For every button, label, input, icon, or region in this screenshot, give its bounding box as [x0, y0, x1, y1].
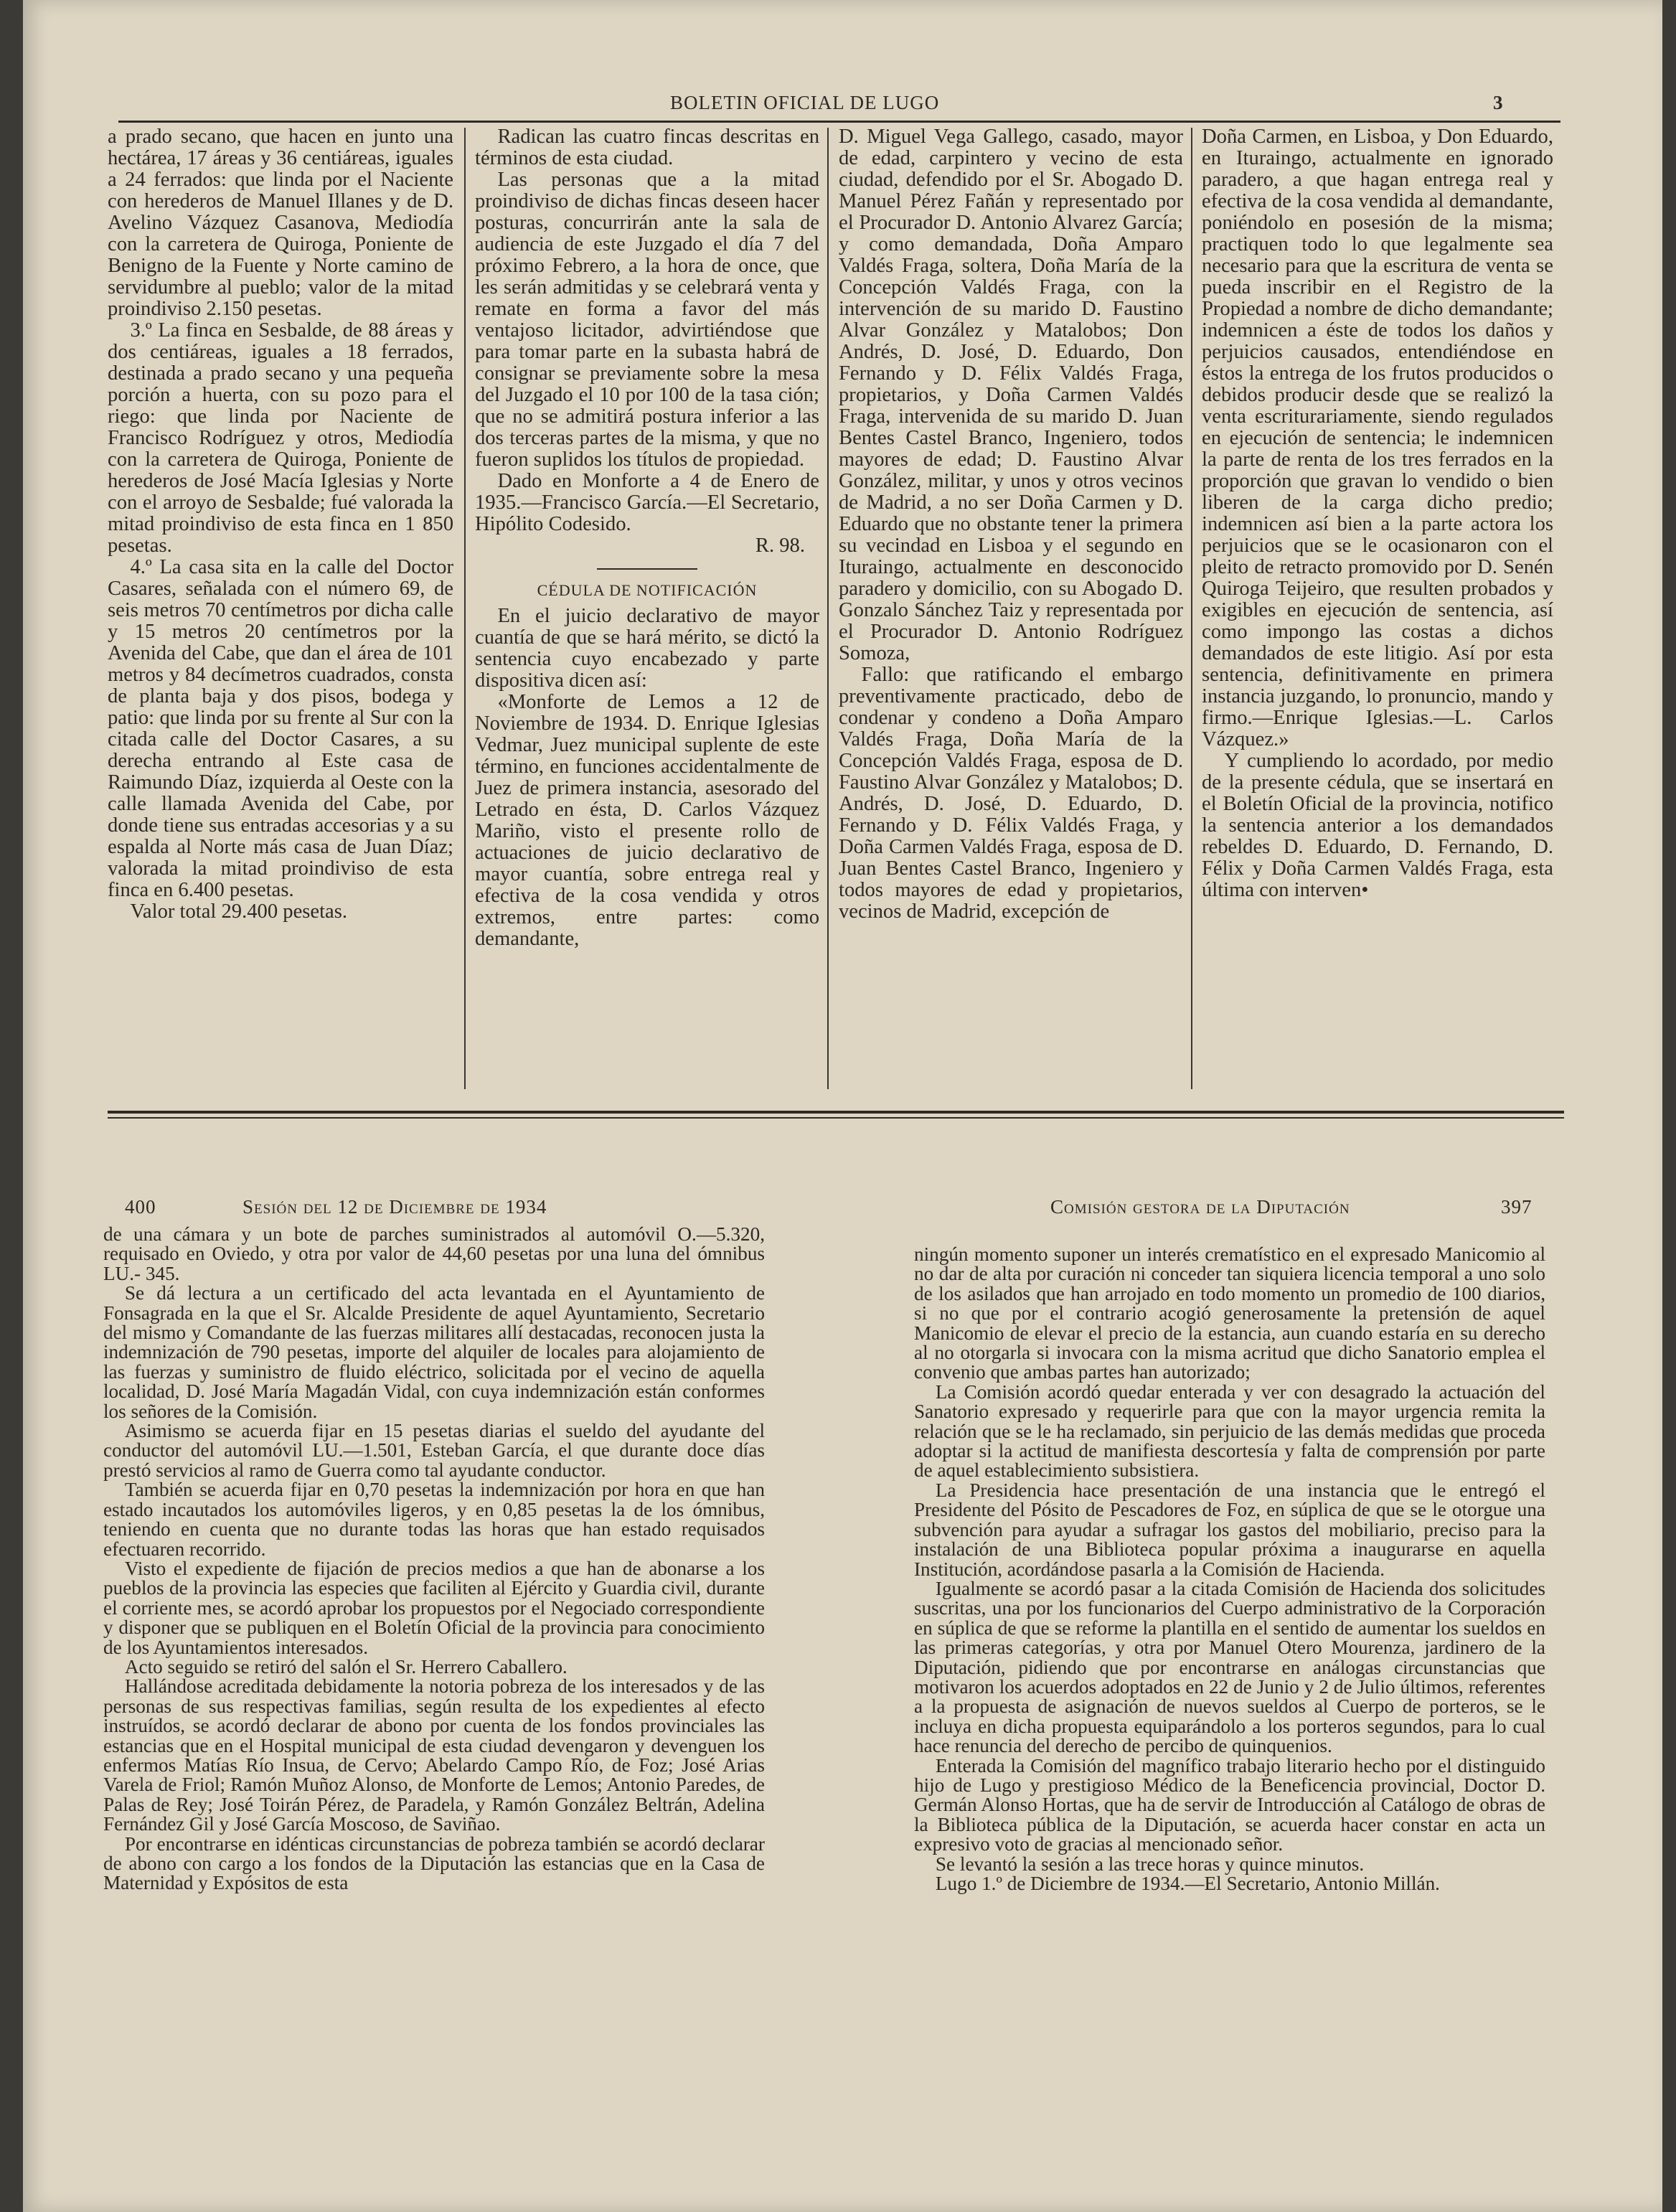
bottom-left-paragraph: Por encontrarse en idénticas circunstancias de pobreza también se acordó declarar de abono con cargo a los fondos de la Diputación las estancias que en la Casa de Maternidad y Expósitos de esta [103, 1832, 765, 1894]
top-column-3 [839, 126, 1183, 1095]
bottom-left-title: Sesión del 12 de Diciembre de 1934 [243, 1196, 547, 1218]
top-column-rule-3 [1191, 128, 1192, 1089]
top-column-rule-1 [464, 128, 466, 1089]
top-column-2 [475, 126, 819, 1095]
top-col2-paragraph: Radican las cuatro fincas descritas en términos de esta ciudad. [475, 126, 819, 169]
top-col1-paragraph: Valor total 29.400 pesetas. [130, 900, 348, 923]
top-col4-paragraph: Y cumpliendo lo acordado, por medio de la presente cédula, que se insertará en el Boletín Oficial de la provincia, notifico la sentencia anterior a los demandados rebeldes D. Eduardo, D. Fernando, D. Félix y Doña Carmen Valdés Fraga, esta última con interven• [1202, 750, 1553, 901]
top-col2-signature: R. 98. [755, 535, 805, 557]
bottom-left-paragraph: También se acuerda fijar en 0,70 pesetas la indemnización por hora en que han estado incautados los automóviles ligeros, y en 0,85 pesetas la de los ómnibus, teniendo en cuenta que no durante todas las horas que han estado requisados efectuaren recorrido. [103, 1479, 765, 1560]
top-col3-paragraph: D. Miguel Vega Gallego, casado, mayor de edad, carpintero y vecino de esta ciudad, defendido por el Sr. Abogado D. Manuel Pérez Fañán y representado por el Procurador D. Antonio Alvarez García; y como demandada, Doña Amparo Valdés Fraga, soltera, Doña María de la Concepción Valdés Fraga, con la intervención de su marido D. Faustino Alvar González y Matalobos; Don Andrés, D. José, D. Eduardo, Don Fernando y D. Félix Valdés Fraga, propietarios, y Doña Carmen Valdés Fraga, intervenida de su marido D. Juan Bentes Castel Branco, Ingeniero, todos mayores de edad; D. Faustino Alvar González, militar, y unos y otros vecinos de Madrid, a no ser Doña Carmen y D. Eduardo que no obstante tener la primera su vecindad en Lisboa y el segundo en Ituraingo, actualmente en desconocido paradero y domicilio, con su Abogado D. Gonzalo Sánchez Taiz y representada por el Procurador D. Antonio Rodríguez Somoza, [839, 126, 1183, 664]
top-column-rule-2 [827, 128, 829, 1089]
top-col2-heading: CÉDULA DE NOTIFICACIÓN [537, 581, 758, 599]
section-divider-bottom [108, 1117, 1564, 1119]
bottom-right-paragraph: La Comisión acordó quedar enterada y ver con desagrado la actuación del Sanatorio expresado y requerirle para que con la mayor urgencia remita la relación que se le ha reclamado, sin perjuicio de las demás medidas que proceda adoptar si la actitud de manifiesta descortesía y falta de comprensión por parte de aquel establecimiento subsistiera. [914, 1380, 1545, 1482]
bottom-left-paragraph: Acto seguido se retiró del salón el Sr. Herrero Caballero. [124, 1655, 568, 1677]
top-header-page-number: 3 [1493, 92, 1504, 113]
bottom-left-page-number: 400 [125, 1196, 156, 1218]
bottom-right-paragraph: Igualmente se acordó pasar a la citada Comisión de Hacienda dos solicitudes suscritas, una por los funcionarios del Cuerpo administrativo de la Corporación en súplica de que se reforme la plantilla en el sentido de aumentar los sueldos en las primeras categorías, y otra por Manuel Otero Mourenza, jardinero de la Diputación, pidiendo que por encontrarse en análogas circunstancias que motivaron los acuerdos adoptados en 22 de Junio y 2 de Julio últimos, referentes a la propuesta de asignación de nuevos sueldos al Cuerpo de porteros, se le incluya en dicha propuesta equiparándolo a los porteros segundos, para lo cual hace renuncia del derecho de percibo de quinquenios. [914, 1577, 1545, 1757]
bottom-left-paragraph: de una cámara y un bote de parches suministrados al automóvil O.—5.320, requisado en Oviedo, y otra por valor de 44,60 pesetas por una luna del ómnibus LU.- 345. [103, 1225, 765, 1284]
newspaper-page [23, 0, 1662, 2212]
bottom-left-paragraph: Hallándose acreditada debidamente la notoria pobreza de los interesados y de las personas de sus respectivas familias, según resulta de los expedientes al efecto instruídos, se acordó declarar de abono por cuenta de los fondos provinciales las estancias que en el Hospital municipal de esta ciudad devengaron y devenguen los enfermos Matías Río Insua, de Cervo; Abelardo Campo Río, de Foz; José Arias Varela de Friol; Ramón Muñoz Alonso, de Monforte de Lemos; Antonio Paredes, de Palas de Rey; José Toirán Pérez, de Paradela, y Ramón González Beltrán, Adelina Fernández Gil y José García Moscoso, de Saviñao. [103, 1675, 765, 1835]
top-col2-paragraph: En el juicio declarativo de mayor cuantía de que se hará mérito, se dictó la sentencia cuyo encabezado y parte dispositiva dicen así: [475, 605, 819, 692]
bottom-right-paragraph: ningún momento suponer un interés crematístico en el expresado Manicomio al no dar de alta por curación ni conceder tan siquiera licencia temporal a uno solo de los asilados que han arrojado en todo momento un promedio de 100 diarios, si no que por el contrario acogió generosamente la pretensión de aquel Manicomio de elevar el precio de la estancia, aun cuando estaría en su derecho al no otorgarla si invocara con la misma acritud que dicho Sanatorio emplea el convenio que ambas partes han autorizado; [914, 1245, 1545, 1383]
top-col2-paragraph: «Monforte de Lemos a 12 de Noviembre de 1934. D. Enrique Iglesias Vedmar, Juez municipal suplente de este término, en funciones accidentalmente de Juez de primera instancia, asesorado del Letrado en ésta, D. Carlos Vázquez Mariño, visto el presente rollo de actuaciones de juicio declarativo de mayor cuantía, sobre entrega real y efectiva de la cosa vendida y otros extremos, entre partes: como demandante, [475, 691, 819, 950]
top-column-1 [108, 126, 453, 1095]
bottom-left-paragraph: Visto el expediente de fijación de precios medios a que han de abonarse a los pueblos de la provincia las especies que faciliten al Ejército y Guardia civil, durante el corriente mes, se acordó aprobar los propuestos por el Negociado correspondiente y disponer que se publiquen en el Boletín Oficial de la provincia para conocimiento de los Ayuntamientos interesados. [103, 1557, 765, 1658]
top-col4-paragraph: Doña Carmen, en Lisboa, y Don Eduardo, en Ituraingo, actualmente en ignorado paradero, a que hagan entrega real y efectiva de la cosa vendida al demandante, poniéndolo en posesión de la misma; practiquen todo lo que legalmente sea necesario para que la escritura de venta se pueda inscribir en el Registro de la Propiedad a nombre de dicho demandante; indemnicen a éste de todos los daños y perjuicios causados, entendiéndose en éstos la entrega de los frutos producidos o debidos producir desde que se realizó la venta escriturariamente, siendo regulados en ejecución de sentencia; le indemnicen la parte de renta de los tres ferrados en la proporción que gravan lo vendido o bien liberen de la carga dicho predio; indemnicen así bien a la parte actora los perjuicios que se le ocasionaron con el pleito de retracto promovido por D. Senén Quiroga Teijeiro, que resulten probados y exigibles en ejecución de sentencia, así como impongo las costas a dichos demandados de este litigio. Así por esta sentencia, definitivamente en primera instancia juzgando, lo pronuncio, mando y firmo.—Enrique Iglesias.—L. Carlos Vázquez.» [1202, 126, 1553, 750]
bottom-left-paragraph: Se dá lectura a un certificado del acta levantada en el Ayuntamiento de Fonsagrada en la que el Sr. Alcalde Presidente de aquel Ayuntamiento, Secretario del mismo y Comandante de las fuerzas militares allí destacadas, reconocen justa la indemnización de 790 pesetas, importe del alquiler de locales para alojamiento de las fuerzas y suministro de fluido eléctrico, solicitada por el vecino de aquella localidad, D. José María Magadán Vidal, con cuya indemnización están conformes los señores de la Comisión. [103, 1282, 765, 1422]
top-header-title: BOLETIN OFICIAL DE LUGO [670, 92, 940, 113]
top-col2-paragraph: Dado en Monforte a 4 de Enero de 1935.—Francisco García.—El Secretario, Hipólito Codesido. [475, 470, 819, 535]
top-header-rule [118, 121, 1560, 123]
bottom-left-column [103, 1225, 765, 2122]
bottom-right-title: Comisión gestora de la Diputación [1050, 1196, 1350, 1218]
top-col2-paragraph: Las personas que a la mitad proindiviso de dichas fincas deseen hacer posturas, concurrirán ante la sala de audiencia de este Juzgado el día 7 del próximo Febrero, a la hora de once, que les serán admitidas y se celebrará venta y remate en forma a favor del más ventajoso licitador, advirtiéndose que para tomar parte en la subasta habrá de consignar se previamente sobre la mesa del Juzgado el 10 por 100 de la tasa ción; que no se admitirá postura inferior a las dos terceras partes de la misma, y que no fueron suplidos los títulos de propiedad. [475, 169, 819, 471]
bottom-right-paragraph: Lugo 1.º de Diciembre de 1934.—El Secretario, Antonio Millán. [935, 1873, 1440, 1894]
bottom-right-paragraph: La Presidencia hace presentación de una instancia que le entregó el Presidente del Pósito de Pescadores de Foz, en súplica de que se le otorgue una subvención para ayudar a sufragar los gastos del mobiliario, preciso para la instalación de una Biblioteca popular próxima a inaugurarse en aquella Institución, acordándose pasarla a la Comisión de Hacienda. [914, 1479, 1545, 1580]
bottom-left-paragraph: Asimismo se acuerda fijar en 15 pesetas diarias el sueldo del ayudante del conductor del automóvil LU.—1.501, Esteban García, el que durante doce días prestó servicios al ramo de Guerra como tal ayudante conductor. [103, 1420, 765, 1481]
bottom-right-paragraph: Se levantó la sesión a las trece horas y quince minutos. [935, 1853, 1365, 1875]
top-col1-paragraph: 3.º La finca en Sesbalde, de 88 áreas y dos centiáreas, iguales a 18 ferrados, destinada a prado secano y una pequeña porción a huerta, con su pozo para el riego: que linda por Naciente de Francisco Rodríguez y otros, Mediodía con la carretera de Quiroga, Poniente de herederos de José Macía Iglesias y Norte con el arroyo de Sesbalde; fué valorada la mitad proindiviso de esta finca en 1 850 pesetas. [108, 319, 453, 557]
bottom-right-paragraph: Enterada la Comisión del magnífico trabajo literario hecho por el distinguido hijo de Lugo y prestigioso Médico de la Beneficencia provincial, Doctor D. Germán Alonso Hortas, que ha de servir de Introducción al Catálogo de obras de la Biblioteca pública de la Diputación, se acuerda hacer constar en acta un expresivo voto de gracias al mencionado señor. [914, 1754, 1545, 1855]
bottom-right-column [914, 1245, 1545, 2142]
section-divider-top [108, 1111, 1564, 1114]
top-col3-paragraph: Fallo: que ratificando el embargo preventivamente practicado, debo de condenar y condeno a Doña Amparo Valdés Fraga, Doña María de la Concepción Valdés Fraga, esposa de D. Faustino Alvar González y Matalobos; D. Andrés, D. José, D. Eduardo, D. Fernando y D. Félix Valdés Fraga, y Doña Carmen Valdés Fraga, esposa de D. Juan Bentes Castel Branco, Ingeniero y todos mayores de edad y propietarios, vecinos de Madrid, excepción de [839, 664, 1183, 923]
top-col1-paragraph: a prado secano, que hacen en junto una hectárea, 17 áreas y 36 centiáreas, iguales a 24 ferrados: que linda por el Naciente con herederos de Manuel Illanes y de D. Avelino Vázquez Casanova, Mediodía con la carretera de Quiroga, Poniente de Benigno de la Fuente y Norte camino de servidumbre al pueblo; valor de la mitad proindiviso 2.150 pesetas. [108, 126, 453, 320]
top-col2-separator [597, 568, 697, 570]
bottom-right-page-number: 397 [1501, 1196, 1533, 1218]
top-col1-paragraph: 4.º La casa sita en la calle del Doctor Casares, señalada con el número 69, de seis metros 70 centímetros por dicha calle y 15 metros 20 centímetros por la Avenida del Cabe, que dan el área de 101 metros y 84 decímetros cuadrados, consta de planta baja y dos pisos, bodega y patio: que linda por su frente al Sur con la citada calle del Doctor Casares, a su derecha entrando al Este casa de Raimundo Díaz, izquierda al Oeste con la calle llamada Avenida del Cabe, por donde tiene sus entradas accesorias y a su espalda al Norte más casa de Juan Díaz; valorada la mitad proindiviso de esta finca en 6.400 pesetas. [108, 556, 453, 901]
top-column-4 [1202, 126, 1553, 1095]
